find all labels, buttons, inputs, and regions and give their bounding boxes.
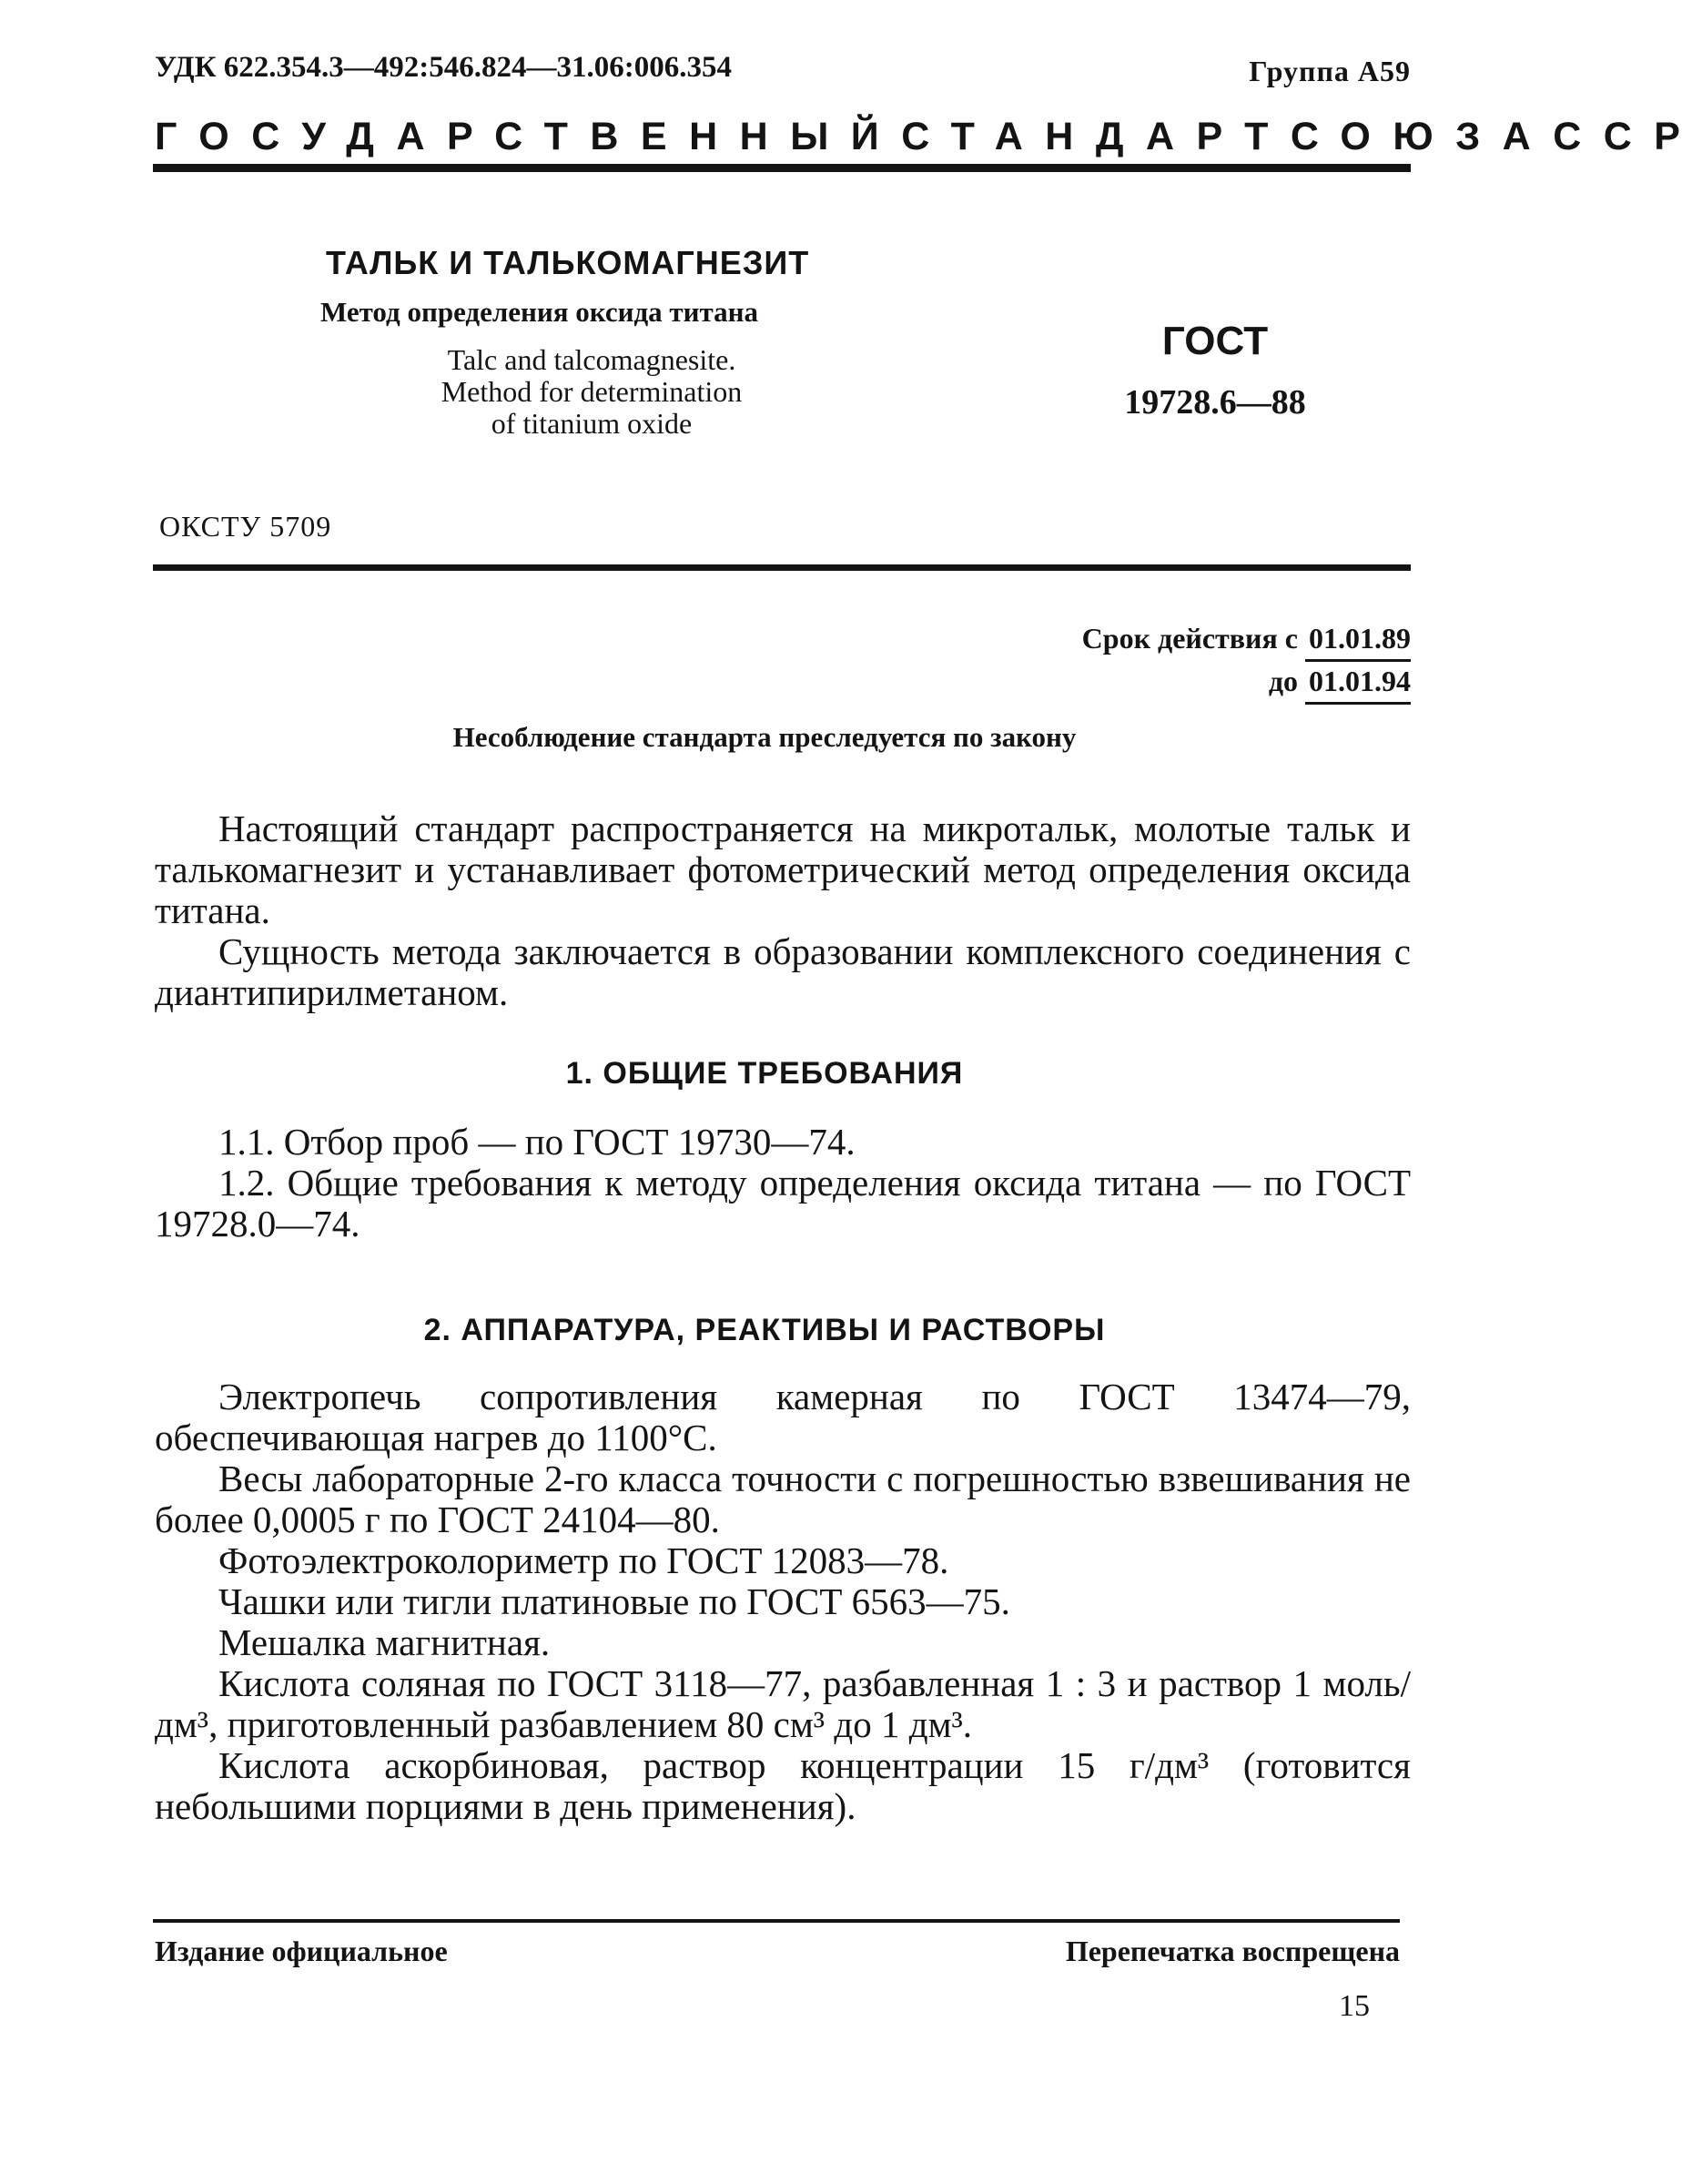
group-code: Группа А59 — [1249, 55, 1411, 87]
intro — [155, 808, 1411, 1013]
state-standard-banner — [155, 115, 1702, 159]
validity-to-label: до — [1268, 665, 1298, 697]
section-1-item: 1.1. Отбор проб — по ГОСТ 19730—74. — [218, 1121, 856, 1163]
validity-from — [1082, 619, 1411, 662]
validity-from-date: 01.01.89 — [1305, 619, 1411, 662]
section-2-heading: 2. АППАРАТУРА, РЕАКТИВЫ И РАСТВОРЫ — [423, 1313, 1106, 1347]
page-number: 15 — [1339, 1989, 1370, 2023]
section-2-item: Электропечь сопротивления камерная по ГОСТ 13474—79, обеспечивающая нагрев до 1100°С. — [155, 1376, 1411, 1458]
section-2-item: Кислота соляная по ГОСТ 3118—77, разбавленная 1 : 3 и раствор 1 моль/дм³, приготовленный разбавлением 80 см³ до 1 дм³. — [155, 1662, 1411, 1745]
footer-rule — [153, 1919, 1400, 1923]
subtitle-russian: Метод определения оксида титана — [320, 296, 758, 328]
title-english-line: Method for determination — [441, 375, 743, 408]
section-2-item: Чашки или тигли платиновые по ГОСТ 6563—75. — [218, 1580, 1010, 1622]
gost-designation — [1101, 319, 1329, 422]
udk-code: УДК 622.354.3—492:546.824—31.06:006.354 — [155, 51, 732, 84]
section-2-item: Фотоэлектроколориметр по ГОСТ 12083—78. — [218, 1539, 949, 1581]
section-2-item: Весы лабораторные 2-го класса точности с погрешностью взвешивания не более 0,0005 г по ГОСТ 24104—80. — [155, 1458, 1411, 1540]
section-2-item: Кислота аскорбиновая, раствор концентрации 15 г/дм³ (готовится небольшими порциями в день применения). — [155, 1744, 1411, 1827]
section-2-item: Мешалка магнитная. — [218, 1621, 551, 1663]
validity-to — [1082, 662, 1411, 705]
title-english-line: Talc and talcomagnesite. — [447, 343, 736, 376]
validity-from-label: Срок действия с — [1081, 622, 1298, 655]
gost-label: ГОСТ — [1161, 319, 1269, 363]
validity-to-date: 01.01.94 — [1305, 662, 1411, 705]
footer-official-edition: Издание официальное — [155, 1935, 448, 1967]
banner-word: ГОСУДАРСТВЕННЫЙ — [155, 115, 902, 158]
banner-word: СОЮЗА — [1290, 115, 1554, 158]
okstu-code: ОКСТУ 5709 — [159, 510, 332, 543]
validity-period — [1082, 619, 1411, 705]
section-2-body — [155, 1376, 1411, 1827]
intro-paragraph: Настоящий стандарт распространяется на микротальк, молотые тальк и талькомагнезит и устанавливает фотометрический метод определения оксида титана. — [155, 808, 1411, 931]
banner-word: СТАНДАРТ — [901, 115, 1291, 158]
title-english-line: of titanium oxide — [491, 407, 693, 440]
header-rule — [153, 164, 1411, 172]
legal-notice: Несоблюдение стандарта преследуется по закону — [452, 721, 1077, 753]
section-1-heading: 1. ОБЩИЕ ТРЕБОВАНИЯ — [565, 1056, 964, 1091]
title-rule — [153, 564, 1411, 571]
intro-paragraph: Сущность метода заключается в образовании комплексного соединения с диантипирилметаном. — [155, 930, 1411, 1013]
gost-number: 19728.6—88 — [1124, 383, 1306, 422]
title-russian: ТАЛЬК И ТАЛЬКОМАГНЕЗИТ — [326, 244, 810, 281]
title-english — [337, 344, 846, 440]
section-1-item: 1.2. Общие требования к методу определения оксида титана — по ГОСТ 19728.0—74. — [155, 1162, 1411, 1244]
section-1-body — [155, 1122, 1411, 1244]
footer-reprint-prohibited: Перепечатка воспрещена — [1065, 1935, 1400, 1967]
banner-word: ССР — [1553, 115, 1702, 158]
